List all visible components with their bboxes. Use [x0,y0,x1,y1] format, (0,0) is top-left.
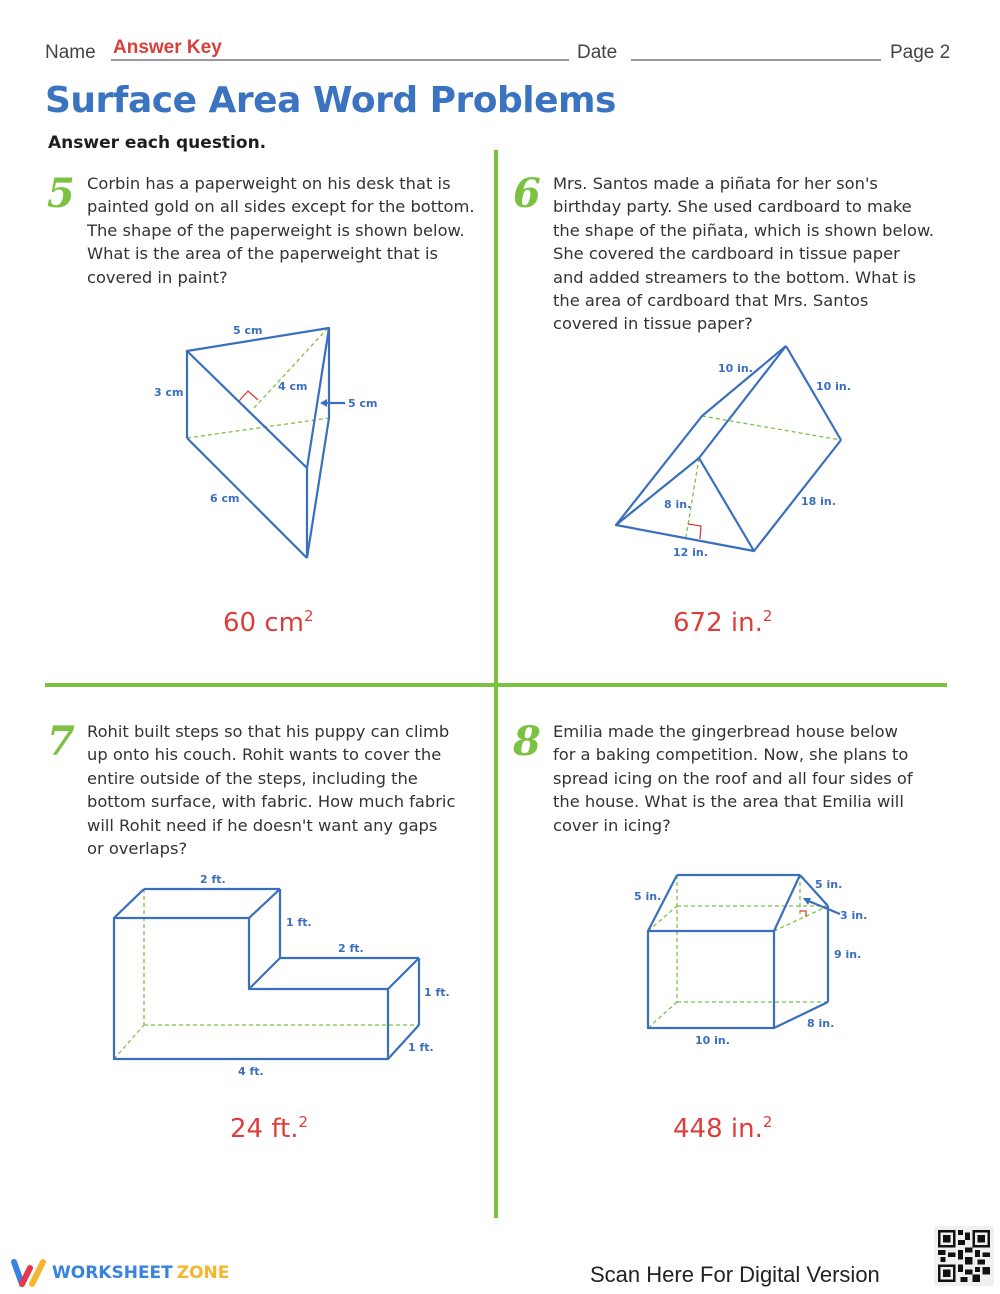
text-line: Corbin has a paperweight on his desk that is [87,174,451,193]
text-line: the area of cardboard that Mrs. Santos [553,291,869,311]
text-line: spread icing on the roof and all four sides of [553,768,913,788]
problem-text [553,172,934,336]
answer-7 [230,1113,308,1144]
dim-label: 4 ft. [238,1065,264,1078]
text-line: and added streamers to the bottom. What is [553,267,917,287]
answer-8 [673,1113,772,1144]
text-line: entire outside of the steps, including the [87,768,418,788]
dim-label: 5 cm [233,324,263,337]
scan-caption: Scan Here For Digital Version [590,1262,880,1287]
answer-value: 672 in. [673,608,763,638]
logo-text-zone: ZONE [176,1263,230,1283]
text-line: The shape of the paperweight is shown below. [87,220,465,240]
answer-exponent: 2 [762,607,773,625]
text-line: cover in icing? [553,815,671,835]
dim-label: 5 cm [348,397,378,410]
text-line: or overlaps? [87,839,188,859]
pinata-prism-figure [600,340,860,570]
dim-label: 1 ft. [286,916,312,929]
worksheet-zone-logo[interactable] [10,1258,229,1288]
dim-label: 8 in. [807,1017,835,1030]
text-line: painted gold on all sides except for the bottom. [87,197,475,217]
problem-number: 6 [513,170,541,217]
dim-label: 18 in. [801,495,836,508]
text-line: bottom surface, with fabric. How much fabric [87,792,456,812]
worksheet-header [45,36,955,66]
dim-label: 1 ft. [408,1041,434,1054]
dim-label: 10 in. [816,380,851,393]
text-line: covered in paint? [87,267,228,287]
dim-label: 10 in. [718,362,753,375]
dim-label: 2 ft. [338,942,364,955]
dim-label: 2 ft. [200,873,226,886]
text-line: She covered the cardboard in tissue paper [553,244,900,264]
answer-value: 60 cm [223,608,304,638]
name-field-value[interactable]: Answer Key [113,37,222,58]
answer-exponent: 2 [298,1113,309,1131]
dim-label: 3 in. [840,909,868,922]
name-label: Name [45,42,96,63]
text-line: for a baking competition. Now, she plans to [553,745,909,765]
problem-number: 8 [513,718,541,765]
text-line: up onto his couch. Rohit wants to cover the [87,745,442,765]
answer-6 [673,607,772,638]
triangular-prism-figure [140,310,400,570]
text-line: covered in tissue paper? [553,314,753,334]
problem-text [87,720,455,860]
page-title: Surface Area Word Problems [45,80,616,121]
dim-label: 1 ft. [424,986,450,999]
name-underline [111,59,569,61]
text-line: Rohit built steps so that his puppy can climb [87,722,450,741]
steps-figure [90,860,460,1090]
logo-mark-icon [10,1258,48,1288]
dim-label: 3 cm [154,386,184,399]
qr-code-icon [938,1230,990,1282]
dim-label: 6 cm [210,492,240,505]
date-label: Date [577,42,618,63]
dim-label: 5 in. [634,890,662,903]
instructions: Answer each question. [48,133,267,153]
dim-label: 10 in. [695,1034,730,1047]
answer-5 [223,607,314,638]
text-line: Mrs. Santos made a piñata for her son's [553,174,878,193]
dim-label: 8 in. [664,498,692,511]
text-line: the shape of the piñata, which is shown below. [553,220,935,240]
problem-number: 5 [47,170,75,217]
text-line: the house. What is the area that Emilia will [553,792,904,812]
dim-label: 12 in. [673,546,708,559]
problem-text [87,172,475,289]
dim-label: 9 in. [834,948,862,961]
text-line: birthday party. She used cardboard to make [553,197,912,217]
page-number: Page 2 [890,42,951,63]
gingerbread-house-figure [620,860,880,1060]
text-line: will Rohit need if he doesn't want any gaps [87,815,438,835]
dim-label: 5 in. [815,878,843,891]
text-line: Emilia made the gingerbread house below [553,722,898,741]
answer-value: 24 ft. [230,1114,299,1144]
problem-number: 7 [47,718,75,765]
dim-label: 4 cm [278,380,308,393]
problem-text [553,720,913,837]
qr-code[interactable] [934,1226,994,1286]
text-line: What is the area of the paperweight that is [87,244,438,264]
date-underline[interactable] [631,59,881,61]
answer-exponent: 2 [762,1113,773,1131]
answer-value: 448 in. [673,1114,763,1144]
answer-exponent: 2 [303,607,314,625]
horizontal-divider [45,683,947,687]
logo-text-worksheet: WORKSHEET [52,1263,173,1283]
